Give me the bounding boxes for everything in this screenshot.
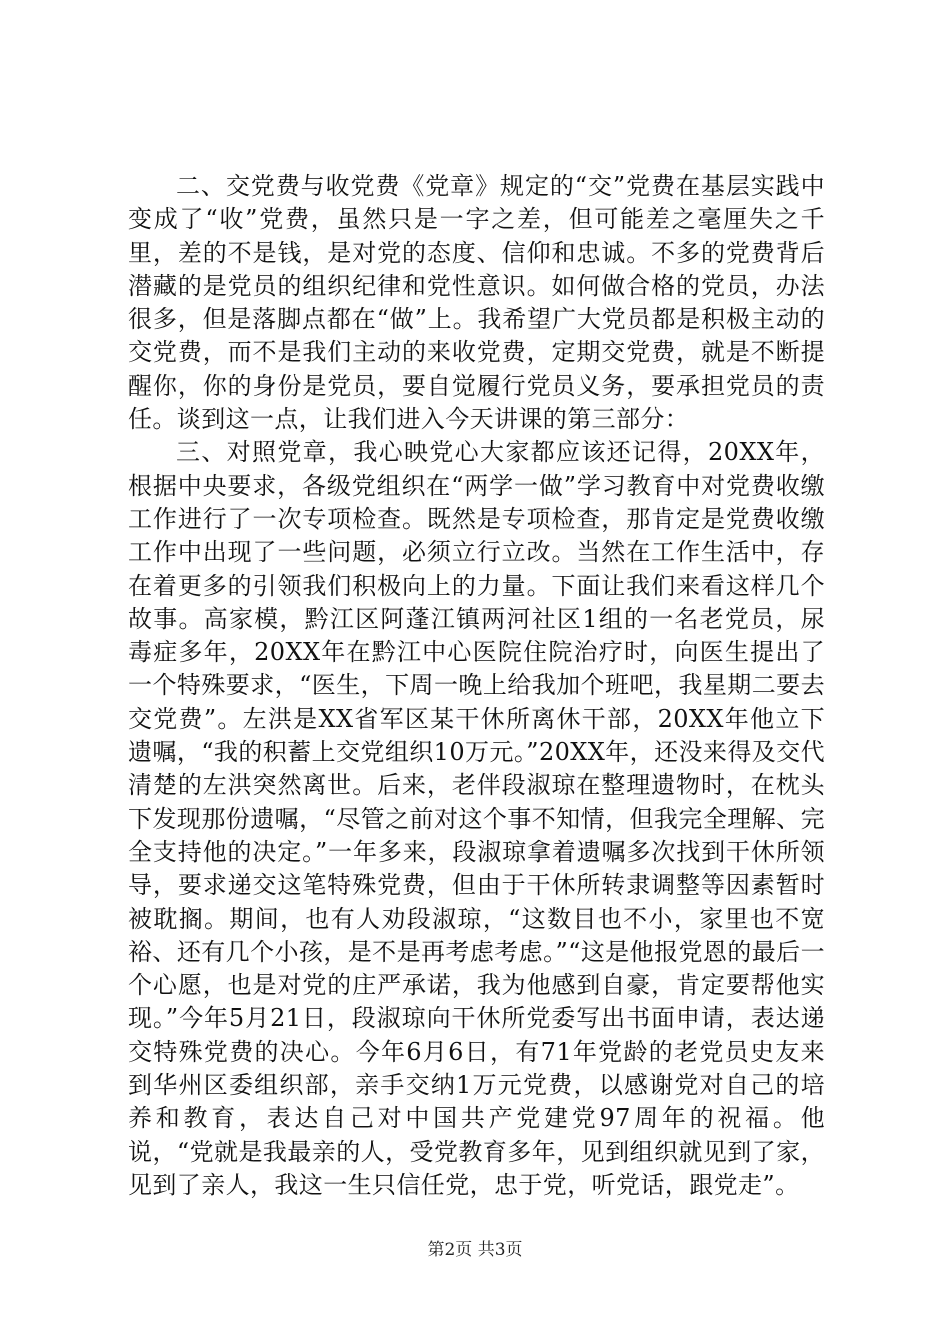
document-body	[128, 170, 825, 1202]
page-footer: 第2页 共3页	[427, 1240, 523, 1260]
paragraph-section-two: 二、交党费与收党费《党章》规定的“交”党费在基层实践中变成了“收”党费，虽然只是一字之差，但可能差之毫厘失之千里，差的不是钱，是对党的态度、信仰和忠诚。不多的党费背后潜藏的是党员的组织纪律和党性意识。如何做合格的党员，办法很多，但是落脚点都在“做”上。我希望广大党员都是积极主动的交党费，而不是我们主动的来收党费，定期交党费，就是不断提醒你，你的身份是党员，要自觉履行党员义务，要承担党员的责任。谈到这一点，让我们进入今天讲课的第三部分：	[128, 172, 825, 434]
paragraph-section-three: 三、对照党章，我心映党心大家都应该还记得，20XX年，根据中央要求，各级党组织在“两学一做”学习教育中对党费收缴工作进行了一次专项检查。既然是专项检查，那肯定是党费收缴工作中出现了一些问题，必须立行立改。当然在工作生活中，存在着更多的引领我们积极向上的力量。下面让我们来看这样几个故事。高家模，黔江区阿蓬江镇两河社区1组的一名老党员，尿毒症多年，20XX年在黔江中心医院住院治疗时，向医生提出了一个特殊要求，“医生，下周一晚上给我加个班吧，我星期二要去交党费”。左洪是XX省军区某干休所离休干部，20XX年他立下遗嘱，“我的积蓄上交党组织10万元。”20XX年，还没来得及交代清楚的左洪突然离世。后来，老伴段淑琼在整理遗物时，在枕头下发现那份遗嘱，“尽管之前对这个事不知情，但我完全理解、完全支持他的决定。”一年多来，段淑琼拿着遗嘱多次找到干休所领导，要求递交这笔特殊党费，但由于干休所转隶调整等因素暂时被耽搁。期间，也有人劝段淑琼，“这数目也不小，家里也不宽裕、还有几个小孩，是不是再考虑考虑。”“这是他报党恩的最后一个心愿，也是对党的庄严承诺，我为他感到自豪，肯定要帮他实现。”今年5月21日，段淑琼向干休所党委写出书面申请，表达递交特殊党费的决心。今年6月6日，有71年党龄的老党员史友来到华州区委组织部，亲手交纳1万元党费，以感谢党对自己的培养和教育，表达自己对中国共产党建党97周年的祝福。他说，“党就是我最亲的人，受党教育多年，见到组织就见到了家，见到了亲人，我这一生只信任党，忠于党，听党话，跟党走”。	[128, 438, 825, 1199]
